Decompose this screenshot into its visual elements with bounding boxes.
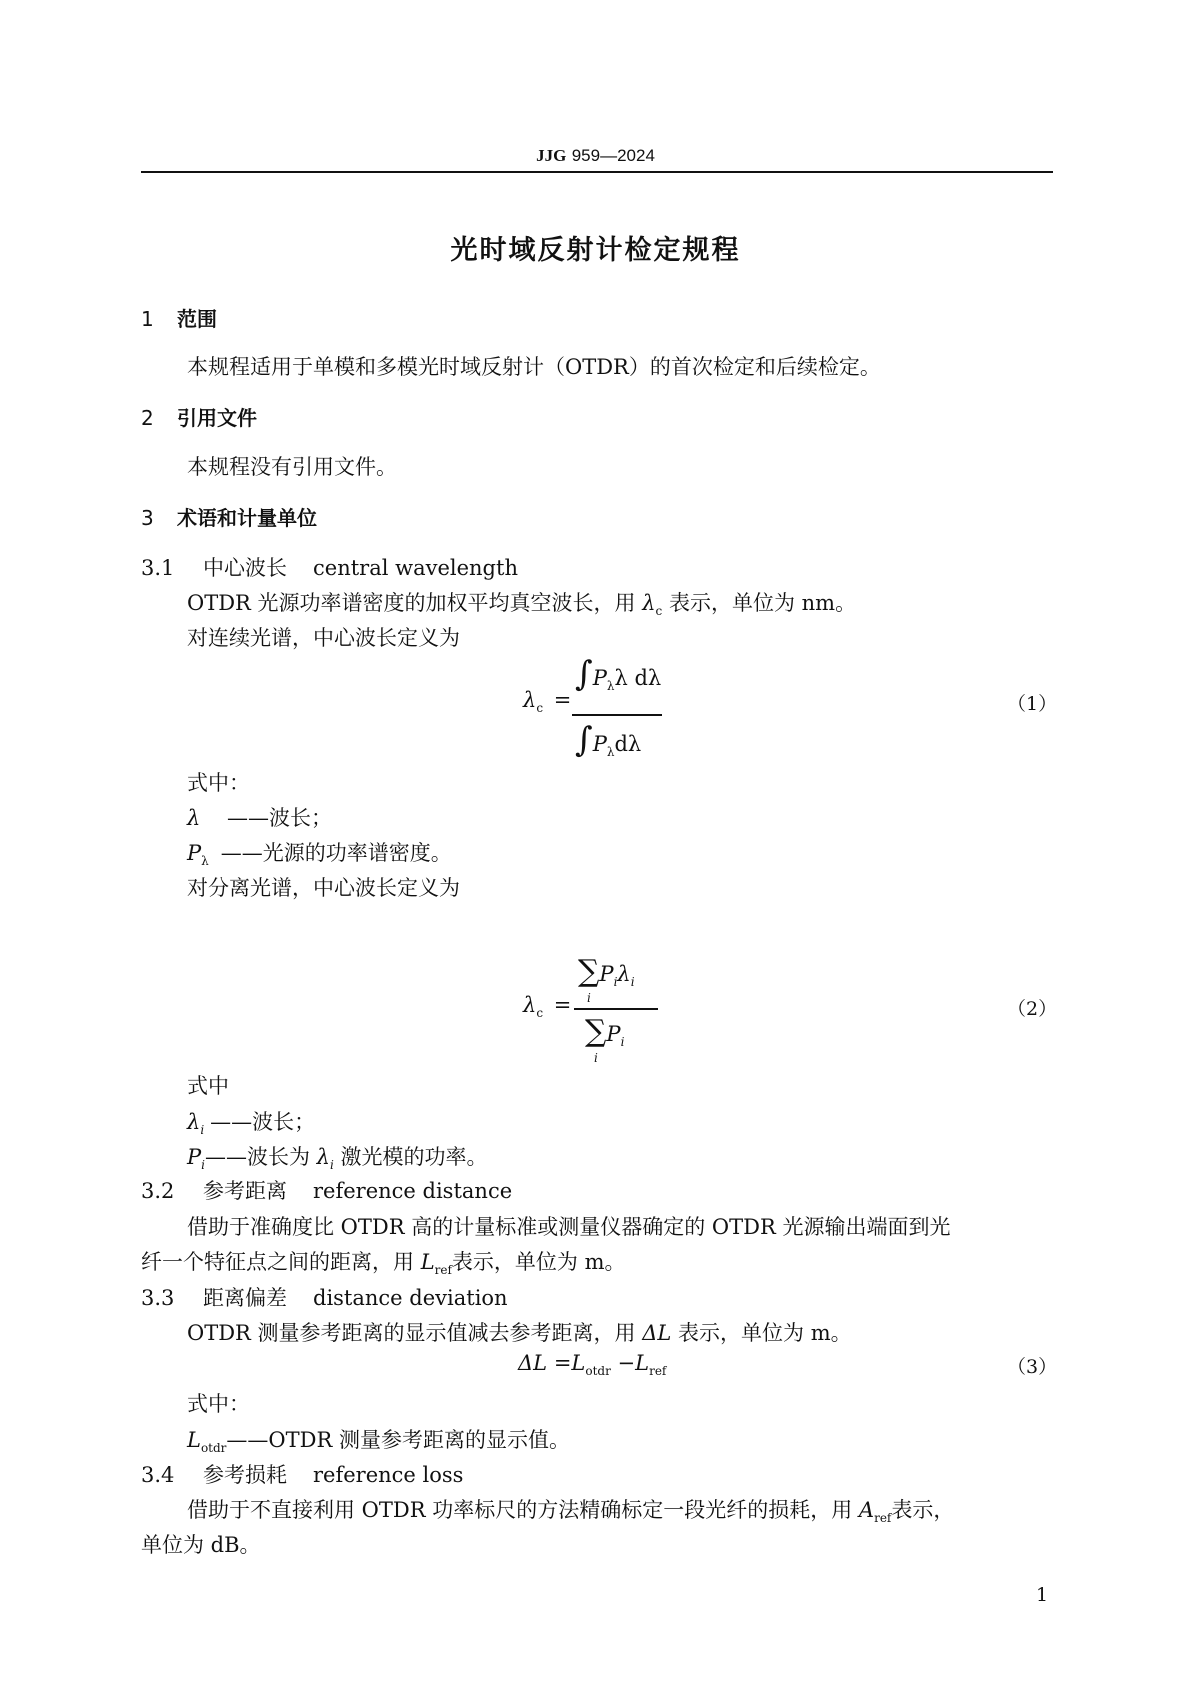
- section-title: 范围: [177, 307, 217, 331]
- equals-sign: =: [553, 993, 572, 1017]
- equals-sign: =: [553, 1351, 572, 1375]
- text-run: ——光源的功率谱密度。: [220, 841, 452, 865]
- eq1-lhs: [523, 688, 571, 715]
- text-run: 表示，: [891, 1498, 955, 1522]
- symbol: λ: [523, 688, 537, 712]
- eq2-denominator-index: i: [594, 1051, 598, 1065]
- text-run: 表示，单位为 m。: [451, 1250, 626, 1274]
- subsection-3-1-heading: [141, 552, 518, 582]
- section-3-heading: [141, 502, 317, 531]
- running-header: [0, 146, 1191, 166]
- symbol: P: [187, 1145, 202, 1169]
- subscript: λ: [606, 745, 615, 760]
- subscript: c: [536, 701, 544, 716]
- text-run: 纤一个特征点之间的距离，用: [141, 1250, 421, 1274]
- symbol: P: [606, 1022, 621, 1046]
- subscript: λ: [606, 679, 615, 694]
- symbol: λ: [187, 806, 201, 830]
- subsection-number: 3.2: [141, 1179, 175, 1203]
- definition-3-4-line-2: 单位为 dB。: [141, 1533, 261, 1557]
- symbol: A: [858, 1498, 875, 1522]
- section-title: 术语和计量单位: [177, 506, 317, 530]
- definition-p-lambda: [187, 837, 452, 868]
- definition-3-4-line-1: [187, 1494, 954, 1525]
- text-run: 表示，单位为 m。: [671, 1321, 852, 1345]
- eq1-number: （1）: [1007, 693, 1058, 715]
- section-number: 1: [141, 307, 154, 331]
- subscript: ref: [434, 1263, 452, 1278]
- subscript: i: [200, 1123, 205, 1138]
- equals-sign: =: [553, 688, 572, 712]
- subsection-title-zh: 中心波长: [203, 556, 287, 580]
- text-run: OTDR 光源功率谱密度的加权平均真空波长，用: [187, 591, 643, 615]
- subsection-number: 3.1: [141, 556, 175, 580]
- subsection-title-zh: 距离偏差: [203, 1286, 287, 1310]
- text-run: OTDR 测量参考距离的显示值减去参考距离，用: [187, 1321, 643, 1345]
- symbol: λ: [642, 591, 656, 615]
- paragraph-discrete-spectrum: 对分离光谱，中心波长定义为: [187, 876, 460, 900]
- subscript: ref: [649, 1364, 667, 1379]
- subsection-title-zh: 参考损耗: [203, 1463, 287, 1487]
- section-title: 引用文件: [177, 406, 257, 430]
- symbol: ΔL: [518, 1351, 548, 1375]
- definition-l-otdr: [187, 1424, 570, 1455]
- paragraph-continuous-spectrum: 对连续光谱，中心波长定义为: [187, 626, 460, 650]
- subscript: c: [536, 1006, 544, 1021]
- text-run: 激光模的功率。: [333, 1145, 488, 1169]
- integral-sign: ∫: [575, 720, 593, 760]
- section-1-text: 本规程适用于单模和多模光时域反射计（OTDR）的首次检定和后续检定。: [187, 355, 881, 379]
- symbol: λ: [523, 993, 537, 1017]
- eq2-denominator: [585, 1014, 624, 1049]
- symbol: P: [187, 841, 202, 865]
- subscript: i: [620, 1035, 625, 1050]
- eq2-number: （2）: [1007, 998, 1058, 1020]
- subsection-title-en: reference loss: [313, 1463, 464, 1487]
- page-title: 光时域反射计检定规程: [450, 235, 741, 266]
- subscript: λ: [201, 854, 209, 869]
- text-run: ——波长；: [227, 806, 332, 830]
- eq2-numerator-index: i: [587, 991, 591, 1005]
- subsection-title-zh: 参考距离: [203, 1179, 287, 1203]
- integral-sign: ∫: [575, 654, 593, 694]
- minus-sign: −: [617, 1351, 636, 1375]
- where-label-2: 式中: [187, 1074, 229, 1098]
- symbol: L: [420, 1250, 435, 1274]
- subsection-title-en: distance deviation: [313, 1286, 508, 1310]
- subscript: otdr: [585, 1364, 611, 1379]
- subsection-title-en: reference distance: [313, 1179, 513, 1203]
- definition-lambda: [187, 802, 332, 832]
- sum-sign: ∑: [585, 1014, 607, 1049]
- subsection-title-en: central wavelength: [313, 556, 518, 580]
- header-rule: [141, 171, 1053, 173]
- symbol: ΔL: [642, 1321, 672, 1345]
- definition-lambda-i: [187, 1106, 315, 1137]
- where-label-3: 式中：: [187, 1392, 250, 1416]
- header-code: 959—2024: [571, 146, 655, 165]
- symbol: L: [635, 1351, 650, 1375]
- subscript: ref: [874, 1511, 892, 1526]
- definition-3-1: [187, 587, 856, 618]
- text-run: ——波长为: [204, 1145, 317, 1169]
- text-run: 表示，单位为 nm。: [662, 591, 857, 615]
- definition-3-3: [187, 1317, 852, 1347]
- subsection-number: 3.4: [141, 1463, 175, 1487]
- text-run: 借助于不直接利用 OTDR 功率标尺的方法精确标定一段光纤的损耗，用: [187, 1498, 859, 1522]
- subsection-3-3-heading: [141, 1282, 508, 1312]
- eq3: [518, 1351, 666, 1378]
- subscript: i: [613, 975, 618, 990]
- subscript: i: [201, 1158, 205, 1173]
- eq3-number: （3）: [1007, 1356, 1058, 1378]
- definition-3-2-line-2: [141, 1246, 626, 1277]
- symbol: λ: [316, 1145, 330, 1169]
- text-run: ——波长；: [210, 1110, 316, 1134]
- eq1-denominator: [575, 720, 641, 760]
- sum-sign: ∑: [578, 954, 600, 989]
- subscript: otdr: [200, 1441, 227, 1456]
- section-number: 3: [141, 506, 154, 530]
- subscript: i: [630, 975, 635, 990]
- section-2-text: 本规程没有引用文件。: [187, 455, 397, 479]
- definition-p-i: [187, 1141, 488, 1172]
- subscript: i: [329, 1158, 334, 1173]
- symbol: λ: [617, 962, 631, 986]
- section-number: 2: [141, 406, 154, 430]
- text-run: ——OTDR 测量参考距离的显示值。: [226, 1428, 570, 1452]
- page-number: 1: [1036, 1584, 1049, 1606]
- symbol: λ: [187, 1110, 201, 1134]
- eq2-numerator: [578, 954, 635, 989]
- eq1-fraction-bar: [572, 714, 662, 716]
- eq1-numerator: [575, 654, 661, 694]
- section-1-heading: [141, 303, 217, 332]
- symbol: P: [592, 666, 607, 690]
- header-jjg: JJG: [536, 146, 567, 165]
- subsection-3-4-heading: [141, 1459, 463, 1489]
- symbol: P: [599, 962, 614, 986]
- definition-3-2-line-1: 借助于准确度比 OTDR 高的计量标准或测量仪器确定的 OTDR 光源输出端面到光: [187, 1215, 951, 1239]
- symbol: L: [187, 1428, 201, 1452]
- subsection-3-2-heading: [141, 1175, 512, 1205]
- subscript: c: [655, 604, 663, 619]
- symbol: P: [592, 732, 607, 756]
- section-2-heading: [141, 402, 257, 431]
- symbol: L: [571, 1351, 586, 1375]
- subsection-number: 3.3: [141, 1286, 175, 1310]
- where-label-1: 式中：: [187, 771, 250, 795]
- eq2-lhs: [523, 993, 571, 1020]
- text-run: dλ: [614, 732, 642, 756]
- eq2-fraction-bar: [574, 1008, 658, 1010]
- text-run: λ dλ: [614, 666, 662, 690]
